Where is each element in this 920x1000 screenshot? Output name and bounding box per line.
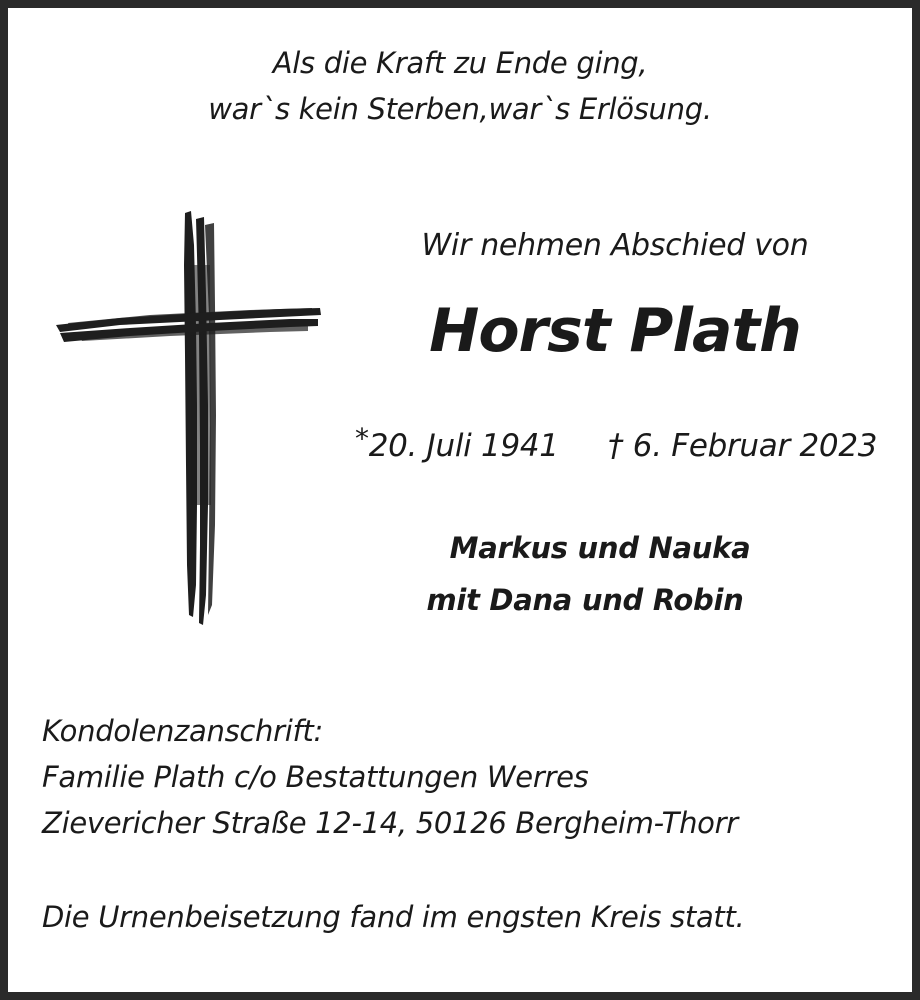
condolence-label: Kondolenzanschrift:: [42, 714, 323, 748]
death-date-text: 6. Februar 2023: [632, 428, 878, 464]
farewell-heading: Wir nehmen Abschied von: [421, 228, 809, 263]
burial-note: Die Urnenbeisetzung fand im engsten Kreis statt.: [42, 900, 745, 934]
motto-line-2: war`s kein Sterben,war`s Erlösung.: [208, 92, 712, 126]
birth-symbol: *: [355, 422, 369, 455]
death-symbol: †: [608, 428, 624, 464]
family-line-2: mit Dana und Robin: [426, 583, 744, 617]
motto-line-1: Als die Kraft zu Ende ging,: [272, 46, 648, 80]
deceased-name: Horst Plath: [429, 296, 801, 366]
birth-date-text: 20. Juli 1941: [368, 428, 559, 464]
brush-cross-icon: [50, 205, 330, 630]
condolence-address-line-2: Zievericher Straße 12-14, 50126 Bergheim-Thorr: [42, 806, 738, 840]
birth-date: [355, 422, 559, 464]
death-date: [608, 428, 877, 464]
cross-vertical-stroke: [190, 265, 211, 505]
family-line-1: Markus und Nauka: [449, 531, 751, 565]
condolence-address-line-1: Familie Plath c/o Bestattungen Werres: [42, 760, 589, 794]
